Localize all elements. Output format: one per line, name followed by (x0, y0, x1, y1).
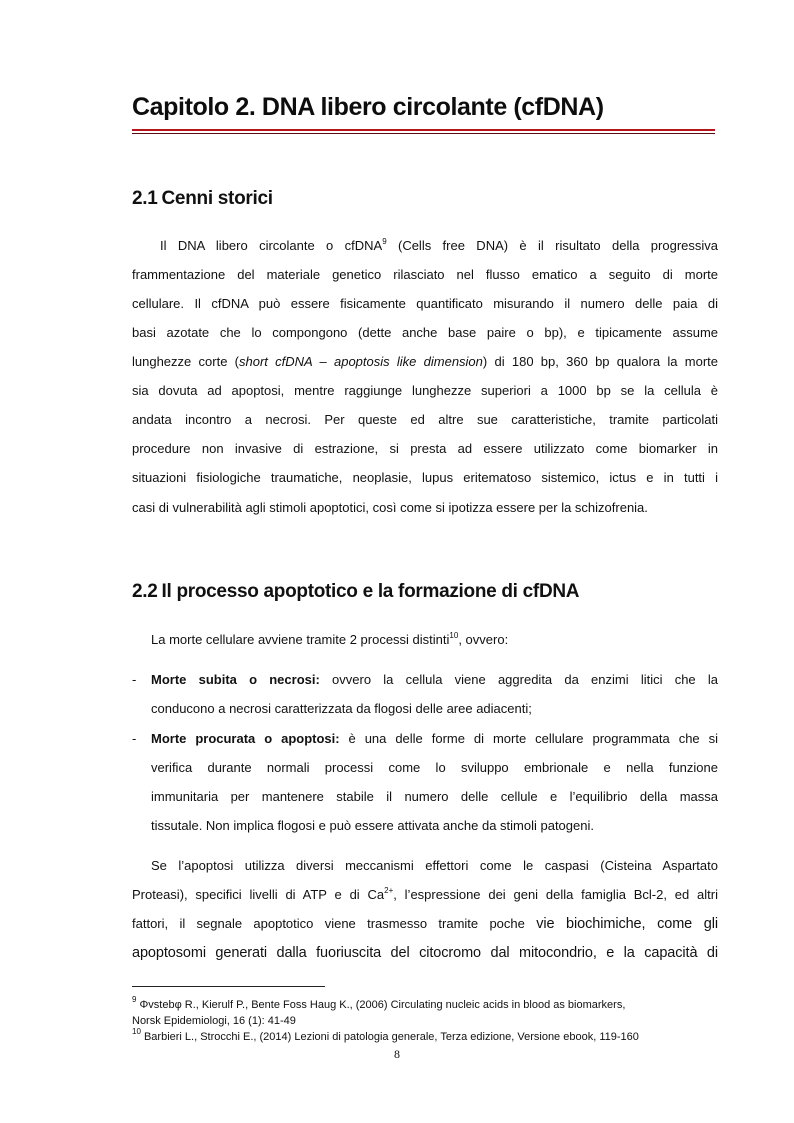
paragraph-line: casi di vulnerabilità agli stimoli apoptotici, così come si ipotizza essere per la schizofrenia. (132, 500, 648, 515)
section-title: Cenni storici (161, 188, 273, 209)
footnote-ref: 10 (449, 631, 459, 640)
section-title: Il processo apoptotico e la formazione di cfDNA (161, 581, 580, 602)
section-number: 2.1 (132, 188, 158, 209)
page-number: 8 (394, 1047, 400, 1061)
paragraph-line: Il DNA libero circolante o cfDNA$^9$ (Cells free DNA) è il risultato della progressiva (160, 237, 718, 253)
paragraph-line: lunghezze corte (short cfDNA – apoptosis like dimension) di 180 bp, 360 bp qualora la morte (132, 354, 718, 369)
list-item-term: Morte subita o necrosi: (151, 672, 320, 687)
list-bullet: - (132, 672, 137, 687)
section-number: 2.2 (132, 581, 158, 602)
paragraph-line: basi azotate che lo compongono (dette anche base paire o bp), e tipicamente assume (132, 325, 718, 340)
paragraph-line: cellulare. Il cfDNA può essere fisicamente quantificato misurando il numero delle paia di (132, 296, 718, 311)
paragraph-line: sia dovuta ad apoptosi, mentre raggiunge lunghezze superiori a 1000 bp se la cellula è (132, 383, 718, 398)
title-underline-red (132, 129, 715, 131)
footnote-10: $^{10}$ Barbieri L., Strocchi E., (2014) Lezioni di patologia generale, Terza edizione, Versione ebook, 119-160 (132, 1027, 639, 1043)
chapter-title: Capitolo 2. DNA libero circolante (cfDNA) (132, 93, 604, 121)
list-bullet: - (132, 731, 137, 746)
paragraph-line: procedure non invasive di estrazione, si presta ad essere utilizzato come biomarker in (132, 441, 718, 456)
footnote-9: $^9$ Φvstebφ R., Kierulf P., Bente Foss Haug K., (2006) Circulating nucleic acids in blood as biomarkers, (132, 995, 626, 1011)
section-heading-2-1 (132, 188, 273, 210)
title-underline-dark (132, 133, 715, 134)
paragraph-line: situazioni fisiologiche traumatiche, neoplasie, lupus eritematoso sistemico, ictus e in tutti i (132, 470, 718, 485)
footnote-ref: 9 (382, 237, 387, 246)
list-item-term: Morte procurata o apoptosi: (151, 731, 340, 746)
paragraph-line: andata incontro a necrosi. Per queste ed altre sue caratteristiche, tramite particolati (132, 412, 718, 427)
footnote-9-cont: Norsk Epidemiologi, 16 (1): 41-49 (132, 1015, 296, 1027)
footnote-separator (132, 986, 325, 987)
section-heading-2-2 (132, 581, 579, 603)
document-page: Capitolo 2. DNA libero circolante (cfDNA) 2.1 Cenni storici Il DNA libero circolante o cfDNA$^9$ (Cells free DNA) è il risultato della progressiva frammentazione del materiale genetico rilasciato nel flusso ematico a seguito di morte cellulare. Il cfDNA può essere fisicamente quantificato misurando il numero delle paia di basi azotate che lo compongono (dette anche base paire o bp), e tipicamente assume lunghezze corte (short cfDNA – apoptosis like dimension) di 180 bp, 360 bp qualora la morte sia dovuta ad apoptosi, mentre raggiunge lunghezze superiori a 1000 bp se la cellula è andata incontro a necrosi. Per queste ed altre sue caratteristiche, tramite particolati procedure non invasive di estrazione, si presta ad essere utilizzato come biomarker in situazioni fisiologiche traumatiche, neoplasie, lupus eritematoso sistemico, ictus e in tutti i casi di vulnerabilità agli stimoli apoptotici, così come si ipotizza essere per la schizofrenia. 2.2 Il processo apoptotico e la formazione di cfDNA La morte cellulare avviene tramite 2 processi distinti$^{10}$, ovvero: - Morte subita o necrosi: ovvero la cellula viene aggredita da enzimi litici che la conducono a necrosi caratterizzata da flogosi delle aree adiacenti; - Morte procurata o apoptosi: è una delle forme di morte cellulare programmata che si verifica durante normali processi come lo sviluppo embrionale e nella funzione immunitaria per mantenere stabile il numero delle cellule e l’equilibrio della massa tissutale. Non implica flogosi e può essere attivata anche da stimoli patogeni. Se l’apoptosi utilizza diversi meccanismi effettori come le caspasi (Cisteina Aspartato Proteasi), specifici livelli di ATP e di $Ca^{2+}$, l’espressione dei geni della famiglia Bcl-2, ed altri fattori, il segnale apoptotico viene trasmesso tramite poche vie biochimiche, come gli apoptosomi generati dalla fuoriuscita del citocromo dal mitocondrio, e la capacità di $^9$ Φvstebφ R., Kierulf P., Bente Foss Haug K., (2006) Circulating nucleic acids in blood as biomarkers, Norsk Epidemiologi, 16 (1): 41-49 $^{10}$ Barbieri L., Strocchi E., (2014) Lezioni di patologia generale, Terza edizione, Versione ebook, 119-160 8 (0, 0, 794, 1123)
paragraph-line: frammentazione del materiale genetico rilasciato nel flusso ematico a seguito di morte (132, 267, 718, 282)
